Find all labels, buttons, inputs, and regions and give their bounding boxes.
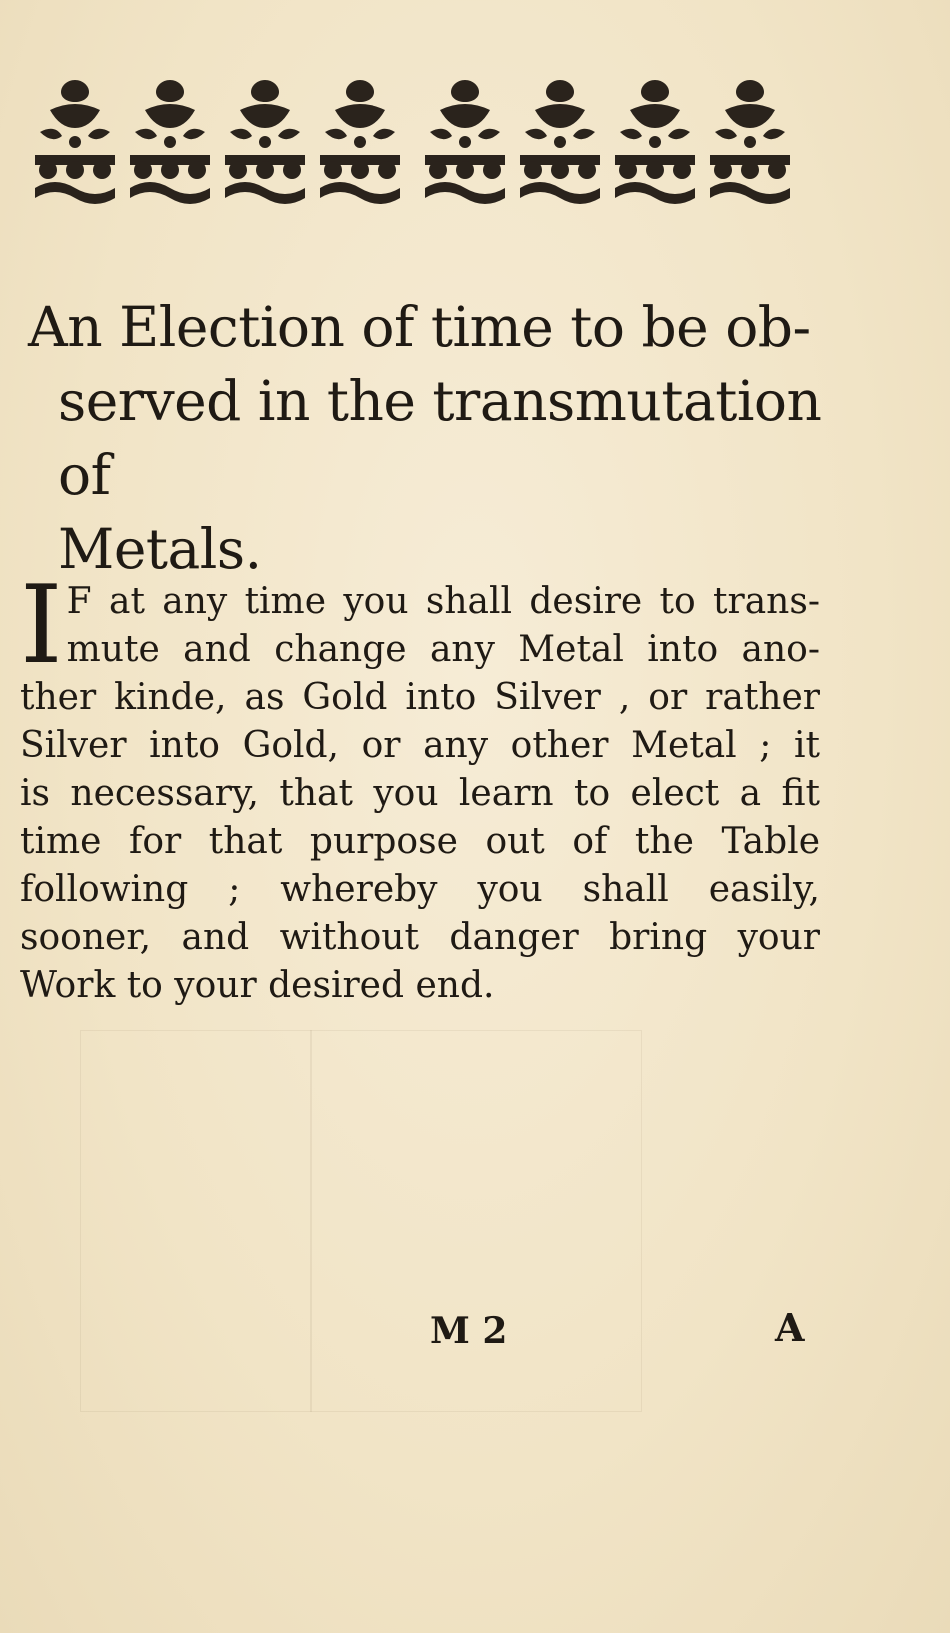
body-line: Work to your desired end. <box>20 965 495 1006</box>
floral-unit-icon <box>710 80 790 204</box>
title-line-2: served in the transmutation of <box>58 369 822 507</box>
title-line-3: Metals. <box>58 517 262 581</box>
body-line: mute and change any Metal into ano- <box>66 629 820 670</box>
chapter-title <box>28 290 828 586</box>
drop-cap: I <box>20 563 63 688</box>
body-line: ther kinde, as Gold into Silver , or rather <box>20 677 820 718</box>
title-line-1: An Election of time to be ob- <box>28 295 811 359</box>
floral-unit-icon <box>520 80 600 204</box>
floral-unit-icon <box>425 80 505 204</box>
body-line: sooner, and without danger bring your <box>20 917 820 958</box>
floral-unit-icon <box>130 80 210 204</box>
floral-unit-icon <box>35 80 115 204</box>
floral-unit-icon <box>615 80 695 204</box>
show-through-rule <box>80 1030 642 1412</box>
body-line: Silver into Gold, or any other Metal ; it <box>20 725 820 766</box>
body-line: following ; whereby you shall easily, <box>20 869 820 910</box>
body-line: F at any time you shall desire to trans- <box>66 581 820 622</box>
catchword: A <box>775 1305 805 1350</box>
body-line: is necessary, that you learn to elect a fit <box>20 773 820 814</box>
floral-unit-icon <box>320 80 400 204</box>
floral-headpiece-ornament <box>30 70 830 220</box>
body-paragraph <box>20 563 820 1010</box>
body-line: time for that purpose out of the Table <box>20 821 820 862</box>
signature-mark: M 2 <box>430 1310 508 1352</box>
floral-unit-icon <box>225 80 305 204</box>
show-through-rule <box>310 1030 312 1412</box>
